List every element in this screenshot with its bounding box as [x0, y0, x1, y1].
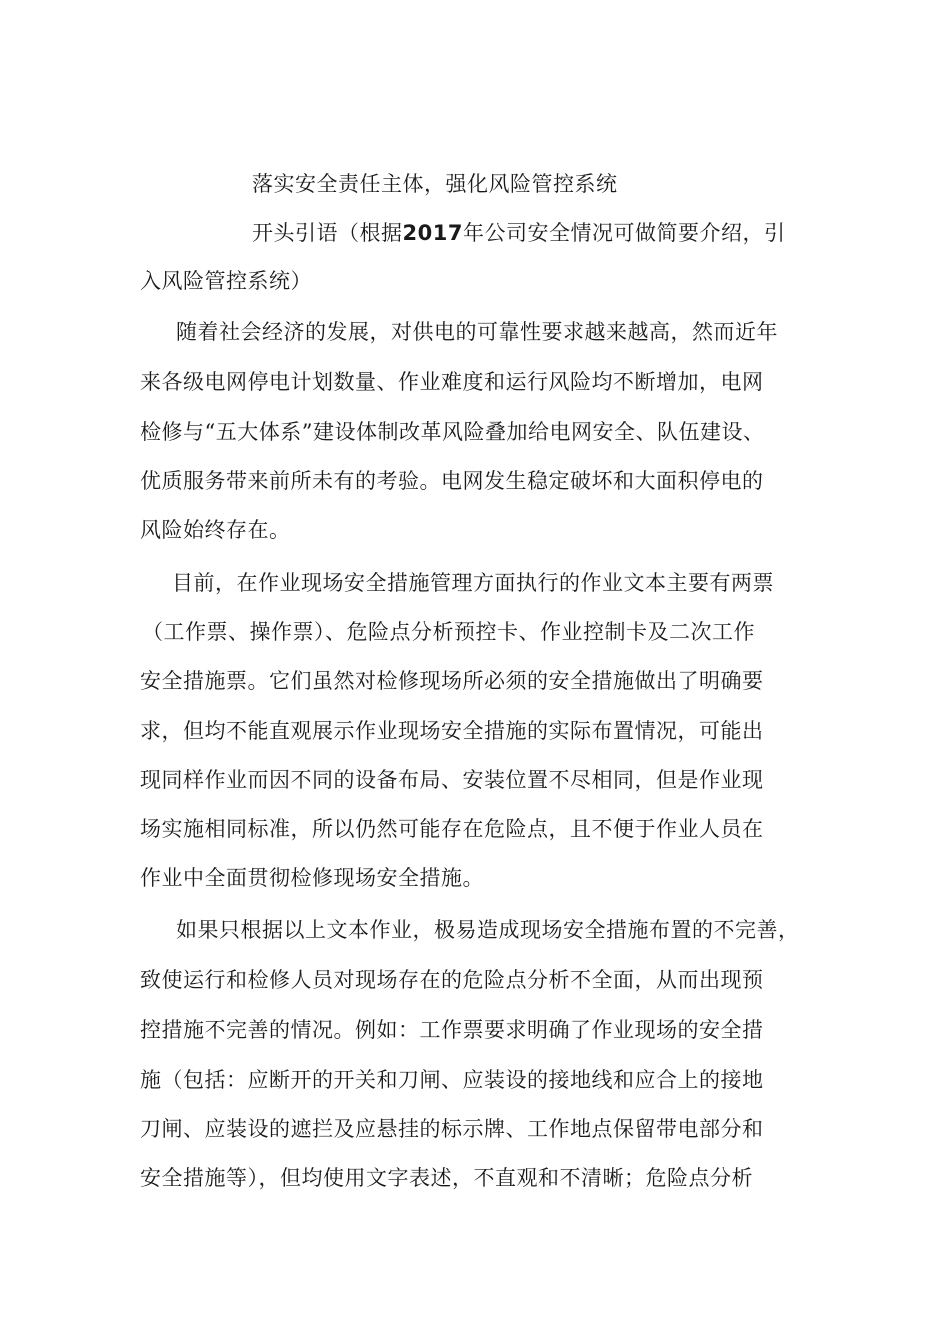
- paragraph-3-line: 控措施不完善的情况。例如：工作票要求明确了作业现场的安全措: [140, 1018, 764, 1042]
- paragraph-1-line: 风险始终存在。: [140, 518, 291, 542]
- paragraph-2-line: 现同样作业而因不同的设备布局、安装位置不尽相同，但是作业现: [140, 768, 764, 792]
- paragraph-3-line: 如果只根据以上文本作业，极易造成现场安全措施布置的不完善，: [176, 918, 800, 942]
- document-title: 落实安全责任主体，强化风险管控系统: [252, 172, 618, 196]
- intro-text-post: 年公司安全情况可做简要介绍，引: [462, 221, 786, 245]
- paragraph-1-line: 优质服务带来前所未有的考验。电网发生稳定破坏和大面积停电的: [140, 469, 764, 493]
- intro-line-2: 入风险管控系统）: [140, 269, 312, 293]
- paragraph-1-line: 随着社会经济的发展，对供电的可靠性要求越来越高，然而近年: [176, 320, 778, 344]
- paragraph-3-line: 安全措施等），但均使用文字表述，不直观和不清晰；危险点分析: [140, 1166, 753, 1190]
- paragraph-2-line: 作业中全面贯彻检修现场安全措施。: [140, 866, 484, 890]
- paragraph-1-line: 检修与“五大体系”建设体制改革风险叠加给电网安全、队伍建设、: [140, 420, 765, 444]
- paragraph-3-line: 施（包括：应断开的开关和刀闸、应装设的接地线和应合上的接地: [140, 1068, 764, 1092]
- paragraph-3-line: 刀闸、应装设的遮拦及应悬挂的标示牌、工作地点保留带电部分和: [140, 1117, 764, 1141]
- paragraph-2-line: 求，但均不能直观展示作业现场安全措施的实际布置情况，可能出: [140, 719, 764, 743]
- paragraph-2-line: 安全措施票。它们虽然对检修现场所必须的安全措施做出了明确要: [140, 669, 764, 693]
- paragraph-2-line: （工作票、操作票）、危险点分析预控卡、作业控制卡及二次工作: [142, 620, 755, 644]
- intro-year: 2017: [402, 221, 463, 245]
- paragraph-2-line: 场实施相同标准，所以仍然可能存在危险点，且不便于作业人员在: [140, 817, 764, 841]
- intro-text-pre: 开头引语（根据: [252, 221, 403, 245]
- intro-line-1: [252, 219, 785, 247]
- paragraph-2-line: 目前，在作业现场安全措施管理方面执行的作业文本主要有两票: [172, 571, 774, 595]
- paragraph-1-line: 来各级电网停电计划数量、作业难度和运行风险均不断增加，电网: [140, 370, 764, 394]
- paragraph-3-line: 致使运行和检修人员对现场存在的危险点分析不全面，从而出现预: [140, 968, 764, 992]
